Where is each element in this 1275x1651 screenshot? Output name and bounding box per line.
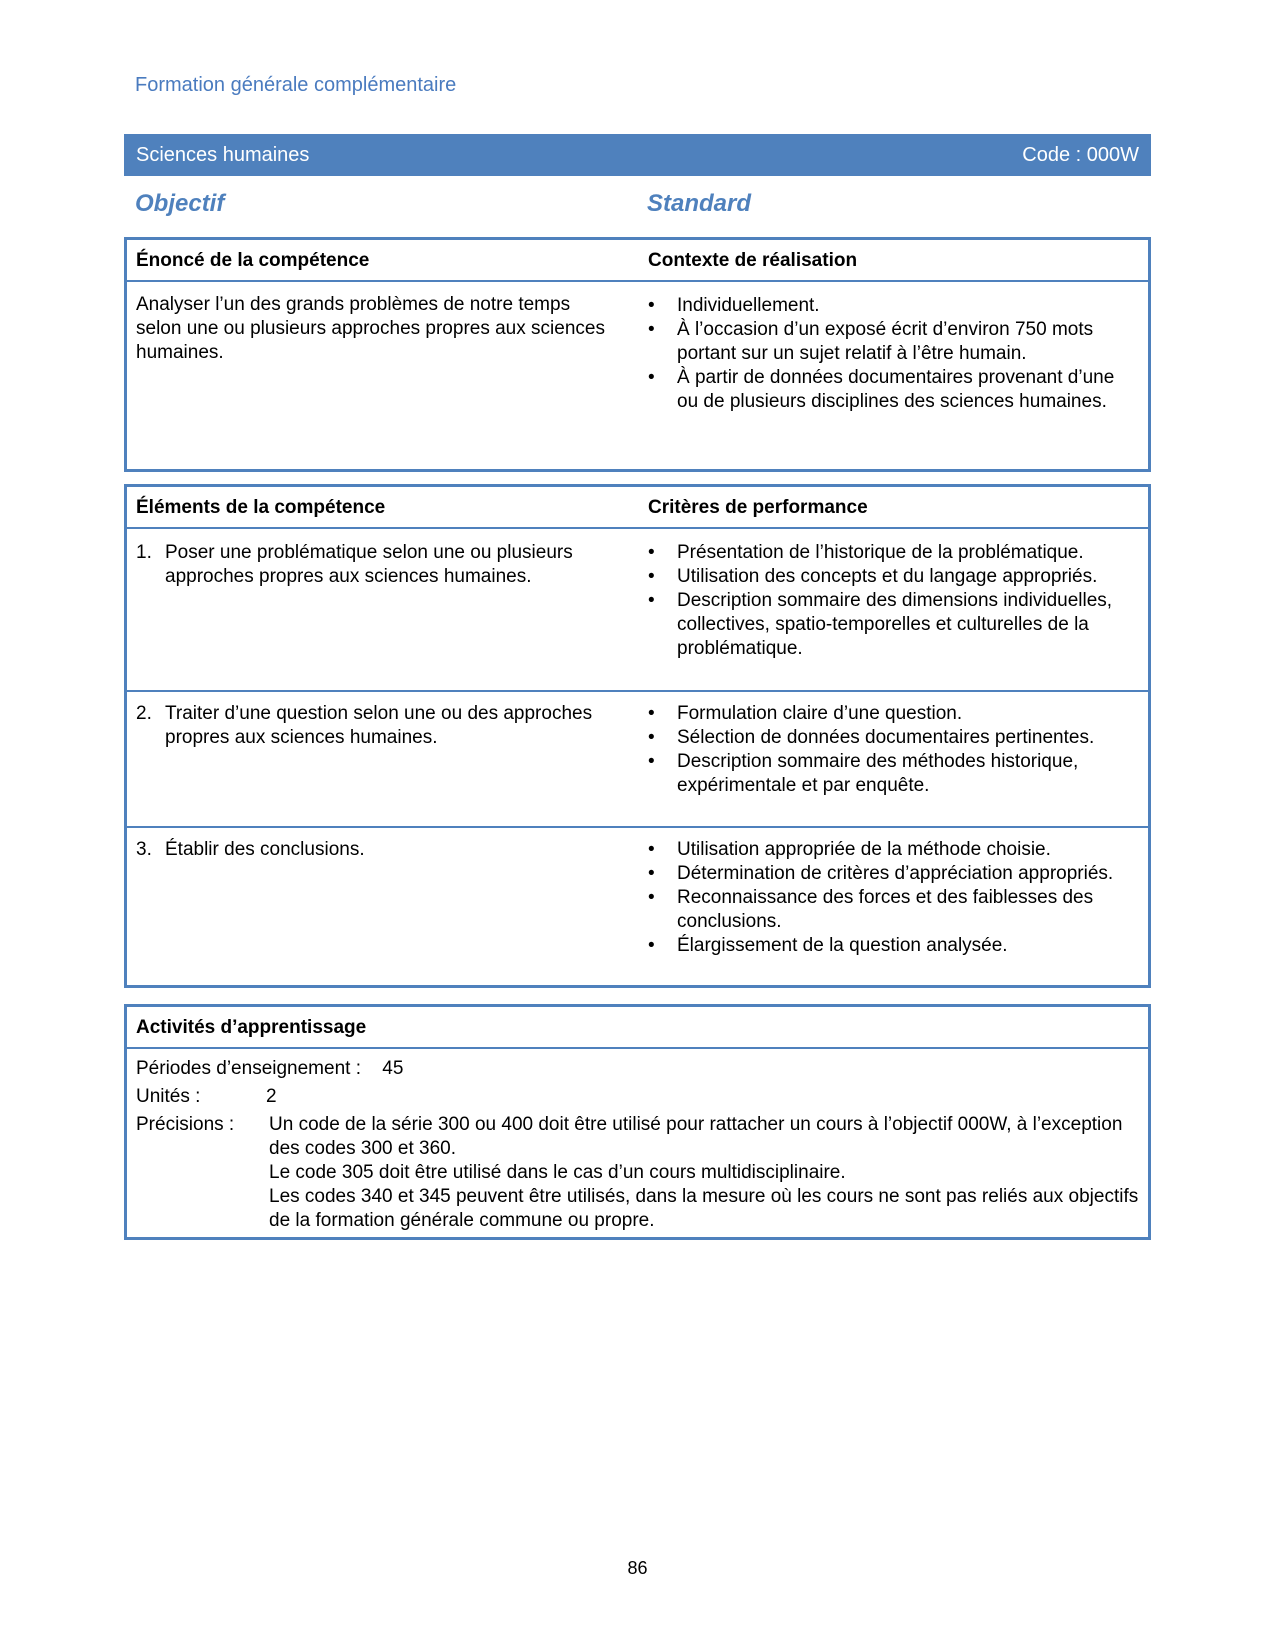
criterion-item: • Reconnaissance des forces et des faiblesses des conclusions. xyxy=(648,886,1138,934)
section-headings xyxy=(135,190,1145,222)
element-number: 1. xyxy=(136,542,152,563)
activities-heading: Activités d’apprentissage xyxy=(136,1017,367,1038)
objectif-heading: Objectif xyxy=(135,190,225,217)
competence-box xyxy=(124,237,1151,472)
precision-item: Le code 305 doit être utilisé dans le cas d’un cours multidisciplinaire. xyxy=(269,1162,846,1183)
criterion-item: • Présentation de l’historique de la problématique. xyxy=(648,541,1138,565)
criterion-item: • Description sommaire des dimensions individuelles, collectives, spatio-temporelles et culturelles de la problématique. xyxy=(648,589,1138,661)
element-text xyxy=(136,702,645,750)
discipline-band xyxy=(124,134,1151,176)
competence-row xyxy=(127,282,1148,467)
periods-value: 45 xyxy=(382,1058,404,1079)
activities-box-header xyxy=(127,1007,1148,1049)
precision-item: Les codes 340 et 345 peuvent être utilisés, dans la mesure où les cours ne sont pas reliés aux objectifs de la formation générale commune ou propre. xyxy=(269,1186,1139,1231)
page-number: 86 xyxy=(627,1558,648,1578)
context-item: • À partir de données documentaires provenant d’une ou de plusieurs disciplines des sciences humaines. xyxy=(648,366,1138,414)
criterion-item: • Formulation claire d’une question. xyxy=(648,702,1138,726)
criteria-list xyxy=(648,838,1138,958)
units-value: 2 xyxy=(266,1086,277,1107)
context-list xyxy=(648,294,1138,414)
context-item: • À l’occasion d’un exposé écrit d’environ 750 mots portant sur un sujet relatif à l’être humain. xyxy=(648,318,1138,366)
element-label: Poser une problématique selon une ou plusieurs approches propres aux sciences humaines. xyxy=(165,542,573,587)
element-row xyxy=(127,529,1148,690)
element-text xyxy=(136,541,645,589)
criterion-item: • Description sommaire des méthodes historique, expérimentale et par enquête. xyxy=(648,750,1138,798)
element-text xyxy=(136,838,645,862)
element-label: Traiter d’une question selon une ou des approches propres aux sciences humaines. xyxy=(165,703,593,748)
elements-box-header xyxy=(127,487,1148,529)
criterion-item: • Élargissement de la question analysée. xyxy=(648,934,1138,958)
precision-item: Un code de la série 300 ou 400 doit être utilisé pour rattacher un cours à l’objectif 000W, à l’exception des codes 300 et 360. xyxy=(269,1114,1123,1159)
activities-box xyxy=(124,1004,1151,1240)
periods-line xyxy=(136,1057,403,1081)
precisions-text xyxy=(269,1113,1144,1233)
periods-label: Périodes d’enseignement : xyxy=(136,1058,361,1079)
element-number: 2. xyxy=(136,703,152,724)
criterion-item: • Détermination de critères d’appréciation appropriés. xyxy=(648,862,1138,886)
competence-box-header xyxy=(127,240,1148,282)
element-row xyxy=(127,690,1148,826)
precisions-label: Précisions : xyxy=(136,1114,235,1135)
competence-statement-heading: Énoncé de la compétence xyxy=(136,250,370,271)
elements-heading: Éléments de la compétence xyxy=(136,497,386,518)
course-code: Code : 000W xyxy=(1022,143,1139,166)
units-label: Unités : xyxy=(136,1086,201,1107)
discipline-title: Sciences humaines xyxy=(136,143,310,166)
activities-body xyxy=(127,1049,1148,1237)
standard-heading: Standard xyxy=(647,190,752,217)
program-title: Formation générale complémentaire xyxy=(135,74,457,96)
element-number: 3. xyxy=(136,839,152,860)
criterion-item: • Utilisation des concepts et du langage appropriés. xyxy=(648,565,1138,589)
competence-statement: Analyser l’un des grands problèmes de notre temps selon une ou plusieurs approches propres aux sciences humaines. xyxy=(136,294,605,363)
units-line xyxy=(136,1085,277,1109)
criteria-heading: Critères de performance xyxy=(648,497,868,518)
context-heading: Contexte de réalisation xyxy=(648,250,858,271)
context-item: • Individuellement. xyxy=(648,294,1138,318)
element-label: Établir des conclusions. xyxy=(165,839,365,860)
criteria-list xyxy=(648,702,1138,798)
element-row xyxy=(127,826,1148,986)
criterion-item: • Sélection de données documentaires pertinentes. xyxy=(648,726,1138,750)
elements-box xyxy=(124,484,1151,988)
criterion-item: • Utilisation appropriée de la méthode choisie. xyxy=(648,838,1138,862)
criteria-list xyxy=(648,541,1138,661)
